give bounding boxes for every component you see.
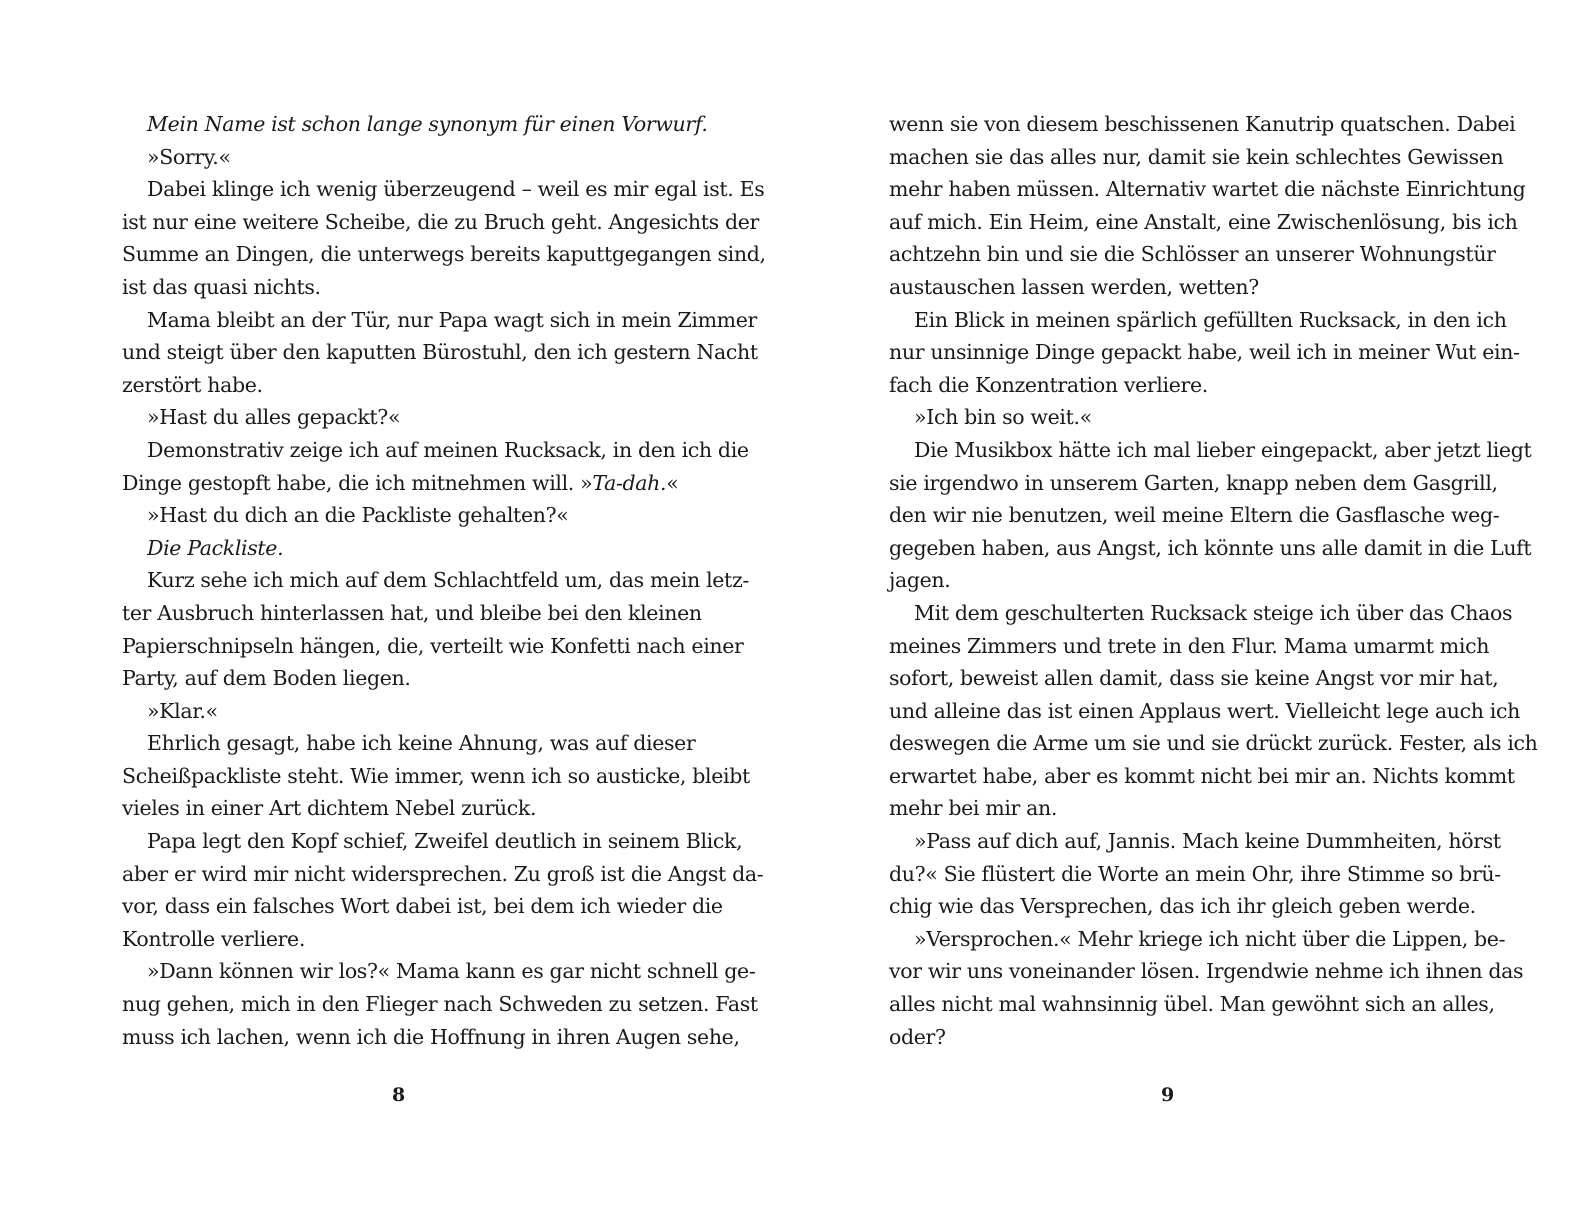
text-segment: mehr haben müssen. Alternativ wartet die nächste Einrichtung [889, 177, 1526, 202]
text-segment: Ein Blick in meinen spärlich gefüllten Rucksack, in den ich [914, 307, 1507, 332]
text-segment: den wir nie benutzen, weil meine Eltern die Gasflasche weg- [889, 503, 1500, 528]
text-segment: machen sie das alles nur, damit sie kein schlechtes Gewissen [889, 144, 1504, 169]
text-line [122, 108, 708, 141]
text-line [122, 955, 756, 988]
page-number-left: 8 [392, 1084, 406, 1106]
text-line [889, 955, 1524, 988]
text-segment: Papierschnipseln hängen, die, verteilt wie Konfetti nach einer [122, 633, 744, 658]
text-segment: Ehrlich gesagt, habe ich keine Ahnung, was auf dieser [147, 731, 696, 756]
text-segment: du?« Sie flüstert die Worte an mein Ohr, ihre Stimme so brü- [889, 861, 1501, 886]
text-line [889, 890, 1476, 923]
text-line [889, 369, 1449, 402]
text-segment: alles nicht mal wahnsinnig übel. Man gewöhnt sich an alles, [889, 992, 1495, 1017]
text-segment: vieles in einer Art dichtem Nebel zurück. [122, 796, 537, 821]
text-line [889, 336, 1520, 369]
text-line [889, 825, 1501, 858]
text-line [122, 695, 682, 728]
text-line [122, 369, 682, 402]
text-line [122, 923, 682, 956]
text-line [122, 499, 682, 532]
text-segment: Dabei klinge ich wenig überzeugend – weil es mir egal ist. Es [147, 177, 765, 202]
text-line [889, 206, 1518, 239]
text-line [889, 304, 1507, 337]
text-line [122, 890, 723, 923]
text-line [889, 597, 1513, 630]
text-line [122, 564, 749, 597]
text-segment: wenn sie von diesem beschissenen Kanutrip quatschen. Dabei [889, 112, 1516, 136]
text-line [122, 1021, 740, 1054]
text-segment: ist das quasi nichts. [122, 274, 321, 299]
text-segment: und steigt über den kaputten Bürostuhl, den ich gestern Nacht [122, 340, 758, 365]
text-line [889, 434, 1532, 467]
text-segment: »Ich bin so weit.« [914, 405, 1092, 430]
text-line [889, 401, 1449, 434]
left-page-text [122, 108, 766, 1053]
text-segment: »Klar.« [147, 698, 218, 723]
text-segment: nur unsinnige Dinge gepackt habe, weil ich in meiner Wut ein- [889, 340, 1520, 365]
text-segment: Scheißpackliste steht. Wie immer, wenn ich so austicke, bleibt [122, 763, 750, 788]
text-segment: chig wie das Versprechen, das ich ihr gleich geben werde. [889, 894, 1476, 919]
text-line [889, 662, 1499, 695]
text-segment: ter Ausbruch hinterlassen hat, und bleibe bei den kleinen [122, 600, 702, 625]
text-segment: »Sorry.« [147, 144, 231, 169]
text-segment: deswegen die Arme um sie und sie drückt zurück. Fester, als ich [889, 731, 1538, 756]
italic-text: Ta-dah. [592, 470, 667, 495]
text-segment: sofort, beweist allen damit, dass sie keine Angst vor mir hat, [889, 666, 1499, 691]
text-segment: »Pass auf dich auf, Jannis. Mach keine Dummheiten, hörst [914, 829, 1501, 854]
page-number-right: 9 [1161, 1084, 1175, 1106]
right-page-text [889, 108, 1538, 1053]
text-line [889, 988, 1495, 1021]
text-line [122, 434, 749, 467]
text-segment: aber er wird mir nicht widersprechen. Zu groß ist die Angst da- [122, 861, 764, 886]
text-segment: Papa legt den Kopf schief, Zweifel deutlich in seinem Blick, [147, 829, 743, 854]
text-line [122, 597, 702, 630]
text-segment: vor wir uns voneinander lösen. Irgendwie nehme ich ihnen das [889, 959, 1524, 984]
text-line [889, 727, 1538, 760]
text-line [122, 858, 764, 891]
text-segment: erwartet habe, aber es kommt nicht bei mir an. Nichts kommt [889, 763, 1515, 788]
text-line [889, 858, 1501, 891]
text-line [122, 206, 759, 239]
text-segment: muss ich lachen, wenn ich die Hoffnung in ihren Augen sehe, [122, 1024, 740, 1049]
text-segment: zerstört habe. [122, 372, 263, 397]
text-segment: meines Zimmers und trete in den Flur. Mama umarmt mich [889, 633, 1490, 658]
text-line [889, 499, 1500, 532]
text-line [122, 825, 743, 858]
text-line [889, 792, 1449, 825]
text-line [122, 336, 758, 369]
text-segment: Kurz sehe ich mich auf dem Schlachtfeld um, das mein letz- [147, 568, 749, 593]
text-segment: oder? [889, 1024, 946, 1049]
text-line [889, 923, 1506, 956]
text-line [889, 1021, 1449, 1054]
italic-text: Mein Name ist schon lange synonym für einen Vorwurf. [147, 112, 708, 136]
text-line [122, 792, 682, 825]
text-line [122, 662, 682, 695]
text-segment: Kontrolle verliere. [122, 926, 306, 951]
text-segment: Mit dem geschulterten Rucksack steige ich über das Chaos [914, 600, 1513, 625]
text-line [889, 108, 1516, 141]
text-segment: Summe an Dingen, die unterwegs bereits kaputtgegangen sind, [122, 242, 766, 267]
italic-text: Die Packliste. [147, 535, 284, 560]
text-segment: achtzehn bin und sie die Schlösser an unserer Wohnungstür [889, 242, 1496, 267]
text-segment: « [666, 470, 679, 495]
text-line [122, 271, 682, 304]
text-segment: »Versprochen.« Mehr kriege ich nicht über die Lippen, be- [914, 926, 1506, 951]
text-segment: ist nur eine weitere Scheibe, die zu Bruch geht. Angesichts der [122, 209, 759, 234]
text-line [889, 630, 1490, 663]
text-segment: jagen. [889, 568, 951, 593]
text-line [122, 238, 766, 271]
text-line [122, 401, 682, 434]
text-line [122, 173, 765, 206]
text-line [889, 141, 1504, 174]
text-line [122, 760, 750, 793]
text-segment: sie irgendwo in unserem Garten, knapp neben dem Gasgrill, [889, 470, 1498, 495]
text-segment: Dinge gestopft habe, die ich mitnehmen will. » [122, 470, 593, 495]
text-segment: mehr bei mir an. [889, 796, 1058, 821]
text-line [889, 532, 1532, 565]
text-segment: fach die Konzentration verliere. [889, 372, 1208, 397]
text-line [122, 630, 744, 663]
text-segment: vor, dass ein falsches Wort dabei ist, bei dem ich wieder die [122, 894, 723, 919]
text-segment: auf mich. Ein Heim, eine Anstalt, eine Zwischenlösung, bis ich [889, 209, 1518, 234]
text-segment: Mama bleibt an der Tür, nur Papa wagt sich in mein Zimmer [147, 307, 757, 332]
text-segment: Demonstrativ zeige ich auf meinen Rucksack, in den ich die [147, 437, 749, 462]
text-line [889, 271, 1449, 304]
text-line [122, 467, 682, 500]
text-segment: austauschen lassen werden, wetten? [889, 274, 1259, 299]
text-line [122, 727, 696, 760]
text-line [122, 532, 682, 565]
text-line [889, 564, 1449, 597]
text-segment: Die Musikbox hätte ich mal lieber eingepackt, aber jetzt liegt [914, 437, 1532, 462]
text-segment: gegeben haben, aus Angst, ich könnte uns alle damit in die Luft [889, 535, 1532, 560]
text-segment: nug gehen, mich in den Flieger nach Schweden zu setzen. Fast [122, 992, 758, 1017]
text-line [889, 467, 1498, 500]
text-segment: »Hast du dich an die Packliste gehalten?« [147, 503, 569, 528]
text-line [889, 695, 1520, 728]
text-line [889, 760, 1515, 793]
text-segment: »Dann können wir los?« Mama kann es gar nicht schnell ge- [147, 959, 756, 984]
text-line [122, 988, 758, 1021]
text-line [889, 173, 1526, 206]
text-line [122, 304, 757, 337]
text-line [889, 238, 1496, 271]
text-segment: und alleine das ist einen Applaus wert. Vielleicht lege auch ich [889, 698, 1520, 723]
text-segment: »Hast du alles gepackt?« [147, 405, 401, 430]
text-segment: Party, auf dem Boden liegen. [122, 666, 411, 691]
text-line [122, 141, 682, 174]
